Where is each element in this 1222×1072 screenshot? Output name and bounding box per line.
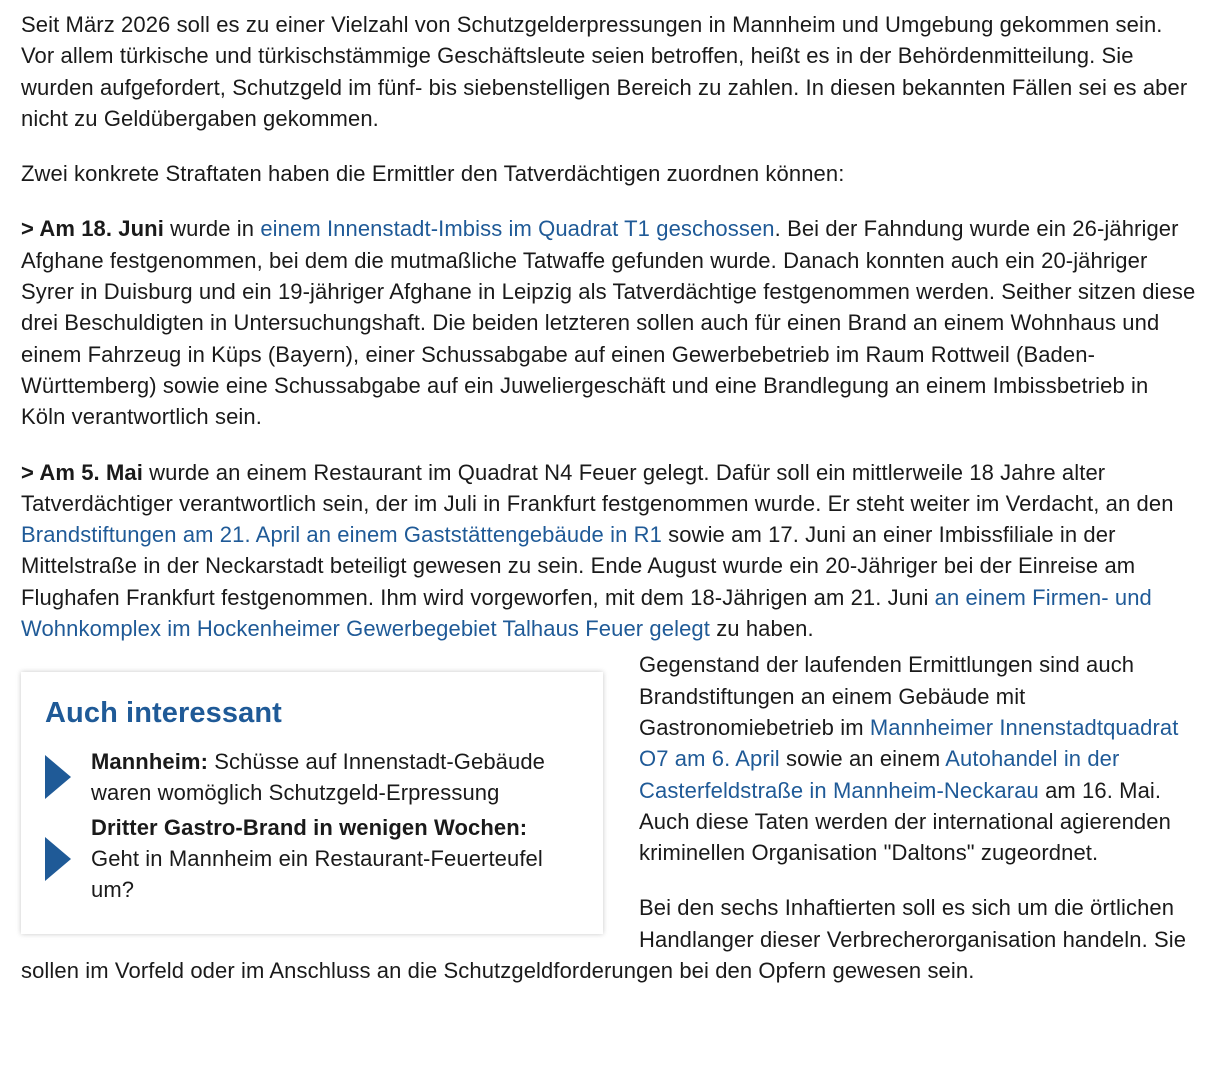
related-item-rest: Schüsse auf Innenstadt-Gebäude waren womöglich Schutzgeld-Erpressung bbox=[91, 749, 546, 806]
paragraph-two-crimes: Zwei konkrete Straftaten haben die Ermittler den Tatverdächtigen zuordnen können: bbox=[21, 161, 845, 187]
date-lead-may-5: > Am 5. Mai bbox=[21, 459, 143, 485]
text-segment: sowie am 17. Juni an einer Imbissfiliale in der Mittelstraße in der Neckarstadt beteiligt gewesen zu sein. Ende August wurde ein 20-Jähriger bei der Einreise am Flughafen Frankfurt festgenommen. Ihm wird vorgeworfen, mit dem 18-Jährigen am 21. Juni bbox=[21, 522, 1136, 610]
text-segment: zu haben. bbox=[709, 616, 814, 642]
related-item-bold: Mannheim: bbox=[91, 749, 209, 775]
paragraph-june-18 bbox=[21, 213, 1198, 432]
link-autohandel-casterfeldstrasse[interactable]: Autohandel in der Casterfeldstraße in Mannheim-Neckarau bbox=[639, 746, 1120, 803]
date-lead-june-18: > Am 18. Juni bbox=[21, 216, 164, 242]
related-item-text bbox=[91, 812, 579, 905]
related-item-text bbox=[91, 746, 579, 808]
related-articles-box bbox=[21, 672, 603, 934]
chevron-right-icon bbox=[45, 836, 91, 882]
related-item-mannheim-schuesse[interactable] bbox=[45, 746, 579, 808]
related-item-gastro-brand[interactable] bbox=[45, 812, 579, 905]
related-item-rest: Geht in Mannheim ein Restaurant-Feuerteufel um? bbox=[91, 846, 543, 903]
link-hockenheim-talhaus[interactable]: an einem Firmen- und Wohnkomplex im Hockenheimer Gewerbegebiet Talhaus Feuer gelegt bbox=[21, 584, 1152, 642]
paragraph-local-accomplices: Bei den sechs Inhaftierten soll es sich um die örtlichen Handlanger dieser Verbrecherorganisation handeln. Sie sollen im Vorfeld oder im Anschluss an die Schutzgeldforderungen bei den Opfern gewesen sein. bbox=[21, 895, 1187, 984]
related-item-bold: Dritter Gastro-Brand in wenigen Wochen: bbox=[91, 815, 528, 841]
text-segment: . Bei der Fahndung wurde ein 26-jähriger Afghane festgenommen, bei dem die mutmaßliche Tatwaffe gefunden wurde. Danach konnten auch ein 20-jähriger Syrer in Duisburg und ein 19-jähriger Afghane in Leipzig als Tatverdächtige festgenommen werden. Seither sitzen diese drei Beschuldigten in Untersuchungshaft. Die beiden letzteren sollen auch für einen Brand an einem Wohnhaus und einem Fahrzeug in Küps (Bayern), einer Schussabgabe auf einen Gewerbebetrieb im Raum Rottweil (Baden-Württemberg) sowie eine Schussabgabe auf ein Juweliergeschäft und eine Brandlegung an einem Imbissbetrieb in Köln verantwortlich sein. bbox=[21, 216, 1196, 430]
text-segment: wurde in bbox=[163, 216, 261, 242]
link-brandstiftungen-r1[interactable]: Brandstiftungen am 21. April an einem Gaststättengebäude in R1 bbox=[21, 522, 662, 548]
related-title: Auch interessant bbox=[45, 697, 282, 730]
text-segment: Gegenstand der laufenden Ermittlungen sind auch Brandstiftungen an einem Gebäude mit Gastronomiebetrieb im bbox=[639, 652, 1135, 740]
text-segment: wurde an einem Restaurant im Quadrat N4 Feuer gelegt. Dafür soll ein mittlerweile 18 Jahre alter Tatverdächtiger verantwortlich sein, der im Juli in Frankfurt festgenommen wurde. Er steht weiter im Verdacht, an den bbox=[21, 459, 1174, 516]
link-innenstadtquadrat-o7[interactable]: Mannheimer Innenstadtquadrat O7 am 6. April bbox=[639, 714, 1179, 772]
paragraph-may-5 bbox=[21, 457, 1198, 645]
text-segment: sowie an einem bbox=[779, 746, 946, 772]
text-segment: am 16. Mai. Auch diese Taten werden der international agierenden kriminellen Organisation "Daltons" zugeordnet. bbox=[639, 777, 1171, 866]
chevron-right-icon bbox=[45, 754, 91, 800]
paragraph-intro: Seit März 2026 soll es zu einer Vielzahl von Schutzgelderpressungen in Mannheim und Umgebung gekommen sein. Vor allem türkische und türkischstämmige Geschäftsleute seien betroffen, heißt es in der Behördenmitteilung. Sie wurden aufgefordert, Schutzgeld im fünf- bis siebenstelligen Bereich zu zahlen. In diesen bekannten Fällen sei es aber nicht zu Geldübergaben gekommen. bbox=[21, 12, 1188, 131]
link-imbiss-t1[interactable]: einem Innenstadt-Imbiss im Quadrat T1 geschossen bbox=[260, 216, 775, 242]
